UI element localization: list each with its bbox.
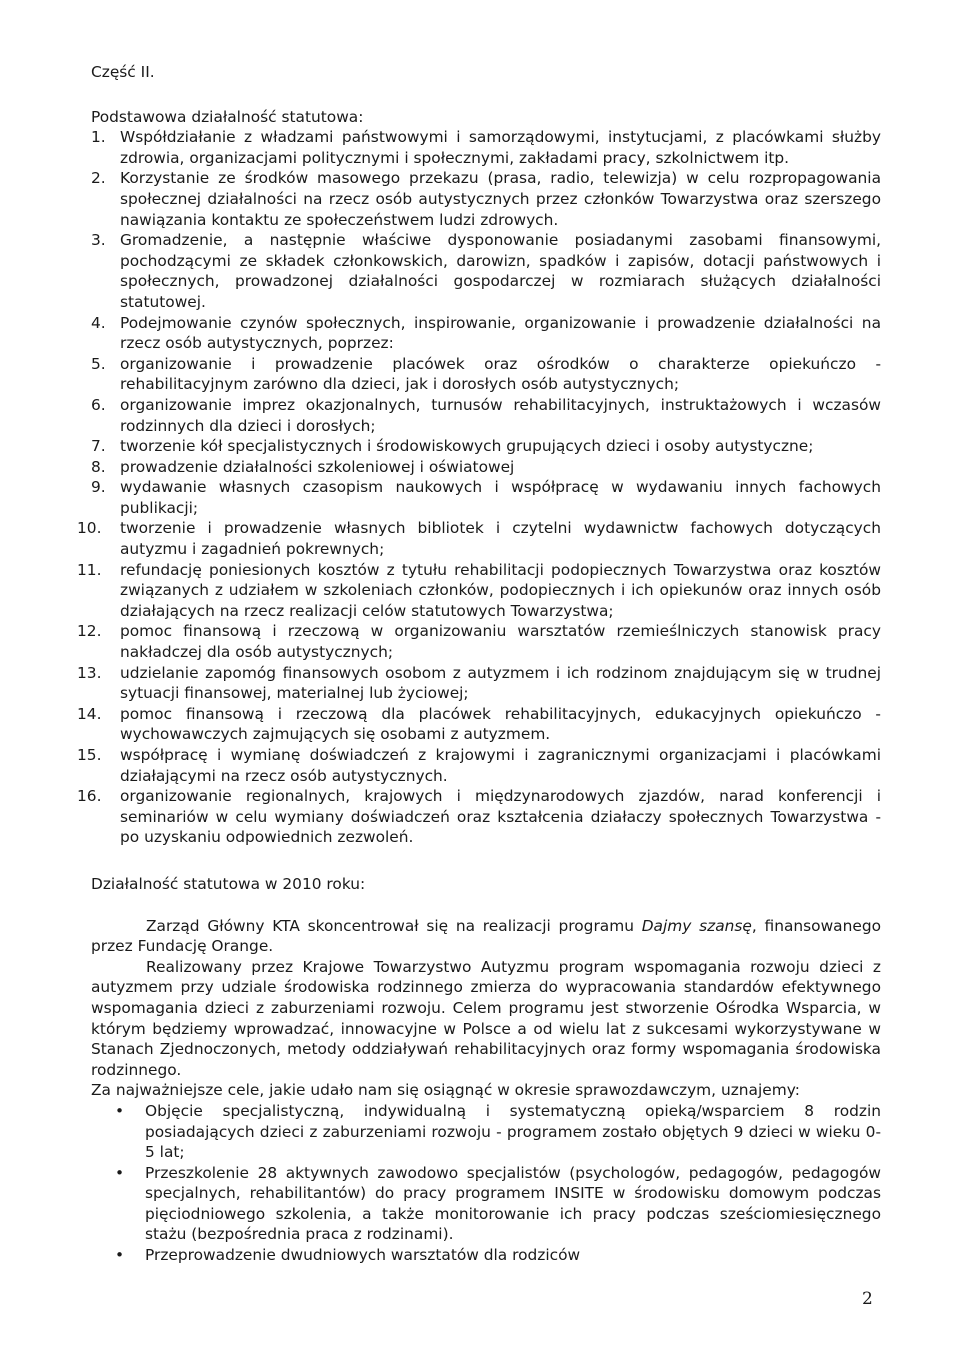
paragraph-goals-intro: Za najważniejsze cele, jakie udało nam się osiągnąć w okresie sprawozdawczym, uznajemy: — [91, 1081, 800, 1100]
document-page — [77, 62, 881, 1266]
section-heading-2010: Działalność statutowa w 2010 roku: — [91, 874, 366, 893]
list-item: 2. Korzystanie ze środków masowego przekazu (prasa, radio, telewizja) w celu rozpropagowania społecznej działalności na rzecz osób autystycznych przez członków Towarzystwa oraz szerszego nawiązania kontaktu ze społeczeństwem ludzi zdrowych. — [91, 169, 881, 229]
section-heading-statutory: Podstawowa działalność statutowa: — [91, 107, 364, 126]
list-item: 15. współpracę i wymianę doświadczeń z krajowymi i zagranicznymi organizacjami i placówkami działającymi na rzecz osób autystycznych. — [77, 746, 881, 785]
bullet-icon: • — [115, 1246, 125, 1265]
bullet-icon: • — [115, 1163, 125, 1182]
list-item: 8. prowadzenie działalności szkoleniowej i oświatowej — [91, 457, 515, 476]
list-item: 14. pomoc finansową i rzeczową dla placówek rehabilitacyjnych, edukacyjnych opiekuńczo - wychowawczych zajmujących się osobami z autyzmem. — [77, 704, 881, 744]
list-item: 3. Gromadzenie, a następnie właściwe dysponowanie posiadanymi zasobami finansowymi, pochodzącymi ze składek członkowskich, darowizn, spadków i zapisów, dotacji państwowych i społecznych, prowadzonej działalności gospodarczej w rozmiarach służących działalności statutowej. — [91, 231, 881, 311]
list-item: 16. organizowanie regionalnych, krajowych i międzynarodowych zjazdów, narad konferencji i seminariów w celu wymiany doświadczeń oraz kształcenia działaczy społecznych Towarzystwa - po uzyskaniu odpowiednich zezwoleń. — [77, 787, 881, 847]
list-item: 4. Podejmowanie czynów społecznych, inspirowanie, organizowanie i prowadzenie działalności na rzecz osób autystycznych, poprzez: — [91, 313, 881, 353]
list-item: 9. wydawanie własnych czasopism naukowych i współpracę w wydawaniu innych fachowych publikacji; — [91, 478, 881, 517]
bullet-item: • Przeprowadzenie dwudniowych warsztatów dla rodziców — [115, 1246, 581, 1265]
list-item: 10. tworzenie i prowadzenie własnych bibliotek i czytelni wydawnictw fachowych dotyczących autyzmu i zagadnień pokrewnych; — [77, 519, 881, 559]
list-item: 11. refundację poniesionych kosztów z tytułu rehabilitacji podopiecznych Towarzystwa oraz kosztów związanych z udziałem w szkoleniach członków, podopiecznych i ich opiekunów oraz innych osób działających na rzecz realizacji celów statutowych Towarzystwa; — [77, 560, 881, 620]
bullet-item: • Przeszkolenie 28 aktywnych zawodowo specjalistów (psychologów, pedagogów, pedagogów specjalnych, rehabilitantów) do pracy programem INSITE w środowisku domowym podczas pięciodniowego szkolenia, a także monitorowanie ich pracy podczas sześciomiesięcznego stażu (bezpośrednia praca z rodzinami). — [115, 1163, 881, 1244]
program-name: Dajmy szansę — [641, 916, 752, 935]
goals-list — [91, 1101, 881, 1266]
list-item: 12. pomoc finansową i rzeczową w organizowaniu warsztatów rzemieślniczych stanowisk pracy nakładczej dla osób autystycznych; — [77, 622, 881, 662]
list-item: 6. organizowanie imprez okazjonalnych, turnusów rehabilitacyjnych, instruktażowych i wczasów rodzinnych dla dzieci i dorosłych; — [91, 395, 881, 435]
part-title: Część II. — [91, 63, 155, 81]
list-item: 13. udzielanie zapomóg finansowych osobom z autyzmem i ich rodzinom znajdującym się w trudnej sytuacji finansowej, materialnej lub życiowej; — [77, 663, 881, 703]
list-item: 5. organizowanie i prowadzenie placówek oraz ośrodków o charakterze opiekuńczo - rehabilitacyjnym zarówno dla dzieci, jak i dorosłych osób autystycznych; — [91, 354, 881, 394]
paragraph-description: Realizowany przez Krajowe Towarzystwo Autyzmu program wspomagania rozwoju dzieci z autyzmem przy udziale środowiska rodzinnego zmierza do wypracowania standardów efektywnego wspomagania dzieci z zaburzeniami rozwoju. Celem programu jest stworzenie Ośrodka Wsparcia, w którym będziemy wprowadzać, innowacyjne w Polsce a od wielu lat z sukcesami wykorzystywane w Stanach Zjednoczonych, metody oddziaływań rehabilitacyjnych oraz formy wspomagania środowiska rodzinnego. — [91, 957, 881, 1079]
bullet-icon: • — [115, 1101, 125, 1120]
list-item: 1. Współdziałanie z władzami państwowymi i samorządowymi, instytucjami, z placówkami służby zdrowia, organizacjami politycznymi i społecznymi, zakładami pracy, szkolnictwem itp. — [91, 128, 881, 167]
page-number: 2 — [862, 1289, 873, 1309]
bullet-item: • Objęcie specjalistyczną, indywidualną i systematyczną opieką/wsparciem 8 rodzin posiadających dzieci z zaburzeniami rozwoju - programem zostało objętych 9 dzieci w wieku 0-5 lat; — [115, 1101, 881, 1162]
paragraph-program: Zarząd Główny KTA skoncentrował się na realizacji programu Dajmy szansę, finansowanego przez Fundację Orange. — [91, 916, 881, 956]
statutory-activities-list — [77, 127, 881, 848]
list-item: 7. tworzenie kół specjalistycznych i środowiskowych grupujących dzieci i osoby autystyczne; — [91, 437, 814, 456]
